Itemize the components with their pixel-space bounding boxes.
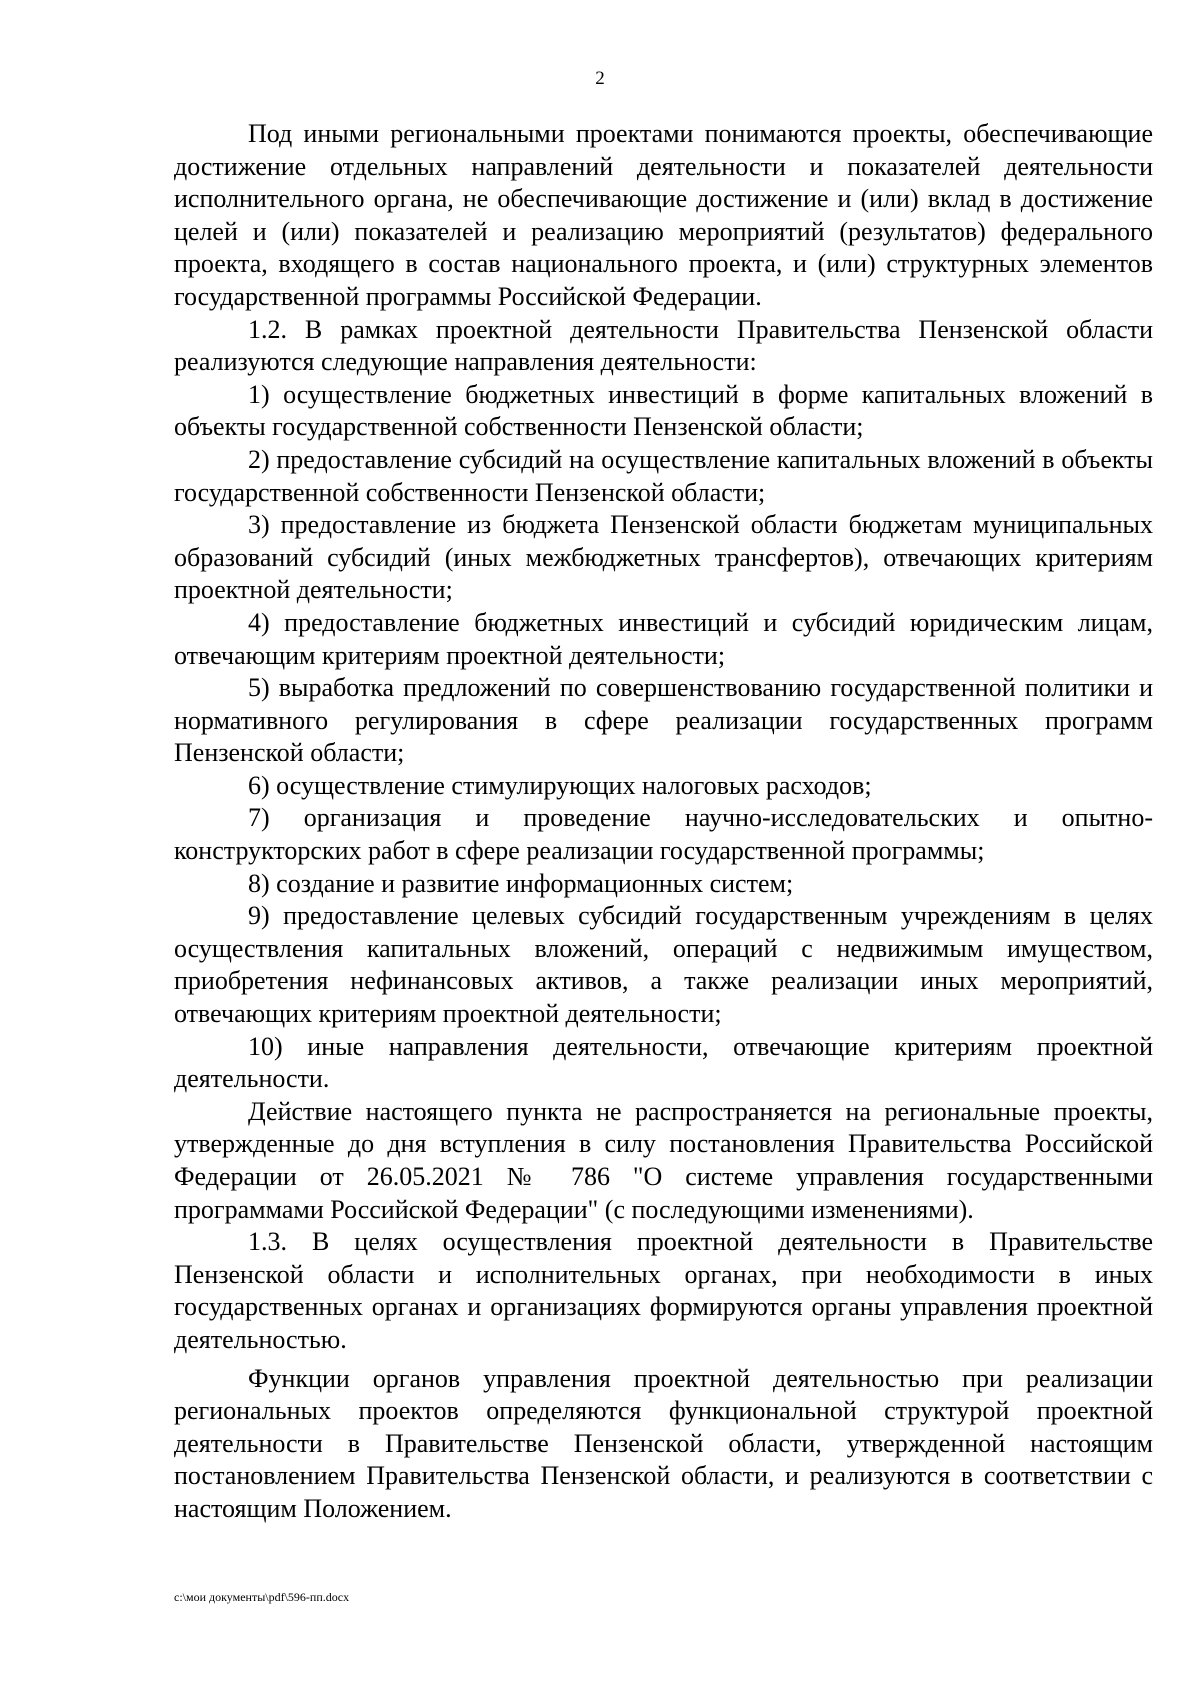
list-item-3: 3) предоставление из бюджета Пензенской области бюджетам муниципальных образований субсидий (иных межбюджетных трансфертов), отвечающих критериям проектной деятельности; xyxy=(174,510,1153,605)
list-item-9: 9) предоставление целевых субсидий государственным учреждениям в целях осуществления капитальных вложений, операций с недвижимым имуществом, приобретения нефинансовых активов, а также реализации иных мероприятий, отвечающих критериям проектной деятельности; xyxy=(174,901,1153,1029)
document-body xyxy=(174,118,1153,1526)
list-item-10: 10) иные направления деятельности, отвечающие критериям проектной деятельности. xyxy=(174,1031,1153,1094)
paragraph-1-2: 1.2. В рамках проектной деятельности Правительства Пензенской области реализуются следующие направления деятельности: xyxy=(174,314,1153,377)
list-item-5: 5) выработка предложений по совершенствованию государственной политики и нормативного регулирования в сфере реализации государственных программ Пензенской области; xyxy=(174,673,1153,768)
list-item-8: 8) создание и развитие информационных систем; xyxy=(248,868,794,898)
paragraph-1-3: 1.3. В целях осуществления проектной деятельности в Правительстве Пензенской области и исполнительных органах, при необходимости в иных государственных органах и организациях формируются органы управления проектной деятельностью. xyxy=(174,1227,1153,1354)
list-item-7: 7) организация и проведение научно-исследовательских и опытно-конструкторских работ в сфере реализации государственной программы; xyxy=(174,803,1153,866)
list-item-6: 6) осуществление стимулирующих налоговых расходов; xyxy=(248,770,872,800)
paragraph-other-regional-projects: Под иными региональными проектами понимаются проекты, обеспечивающие достижение отдельных направлений деятельности и показателей деятельности исполнительного органа, не обеспечивающие достижение и (или) вклад в достижение целей и (или) показателей и реализацию мероприятий (результатов) федерального проекта, входящего в состав национального проекта, и (или) структурных элементов государственной программы Российской Федерации. xyxy=(174,119,1153,311)
list-item-1: 1) осуществление бюджетных инвестиций в форме капитальных вложений в объекты государственной собственности Пензенской области; xyxy=(174,379,1153,442)
page-number: 2 xyxy=(595,68,605,89)
paragraph-functions: Функции органов управления проектной деятельностью при реализации региональных проектов определяются функциональной структурой проектной деятельности в Правительстве Пензенской области, утвержденной настоящим постановлением Правительства Пензенской области, и реализуются в соответствии с настоящим Положением. xyxy=(174,1363,1153,1523)
footer-file-path: c:\мои документы\pdf\596-пп.docx xyxy=(174,1590,350,1604)
list-item-4: 4) предоставление бюджетных инвестиций и субсидий юридическим лицам, отвечающим критериям проектной деятельности; xyxy=(174,607,1153,670)
list-item-2: 2) предоставление субсидий на осуществление капитальных вложений в объекты государственной собственности Пензенской области; xyxy=(174,444,1153,507)
paragraph-exception: Действие настоящего пункта не распространяется на региональные проекты, утвержденные до дня вступления в силу постановления Правительства Российской Федерации от 26.05.2021 № 786 "О системе управления государственными программами Российской Федерации" (с последующими изменениями). xyxy=(174,1096,1153,1224)
